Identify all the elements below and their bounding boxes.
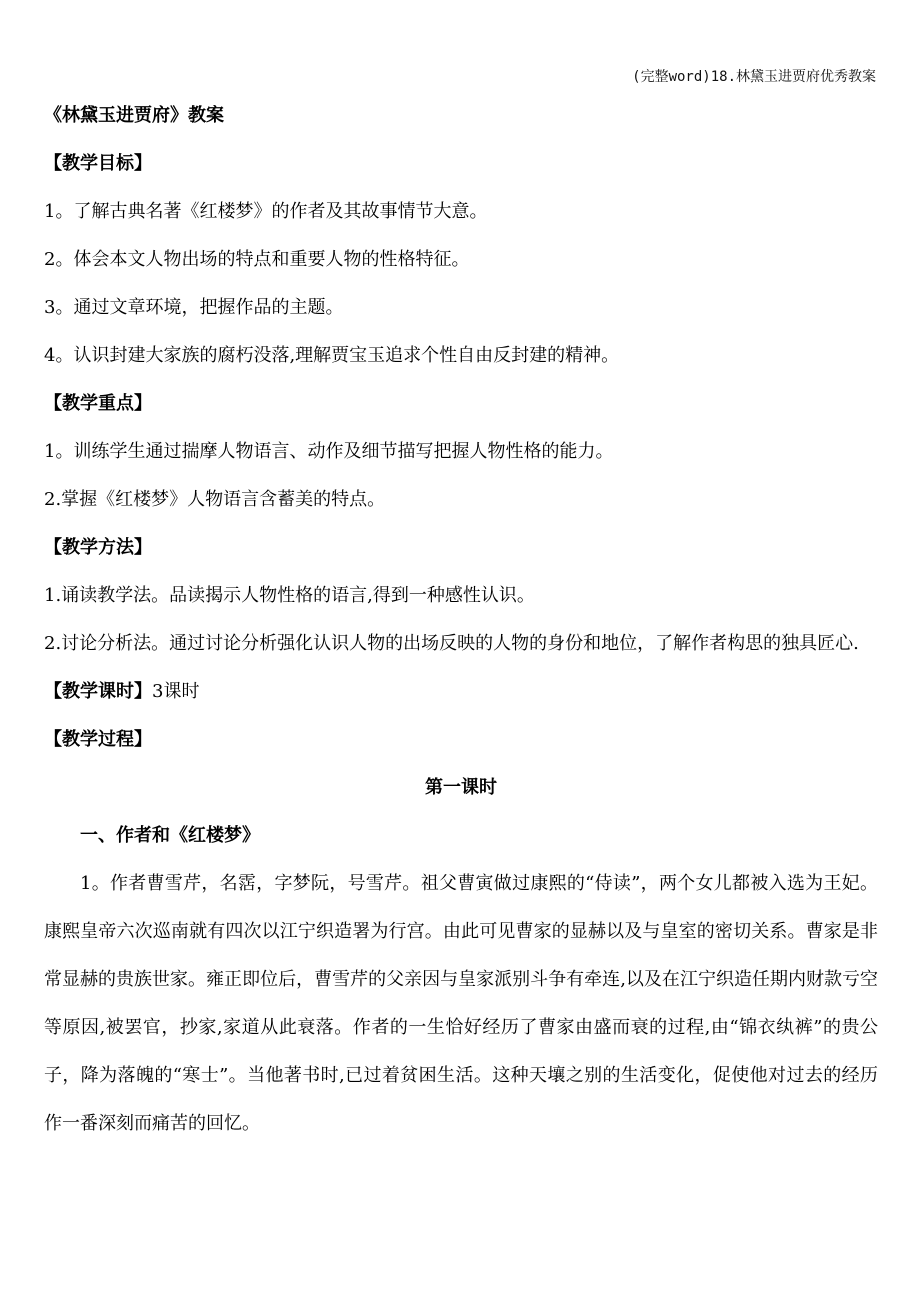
objective-item: 4。认识封建大家族的腐朽没落,理解贾宝玉追求个性自由反封建的精神。	[44, 345, 620, 366]
objective-item: 3。通过文章环境，把握作品的主题。	[44, 297, 344, 318]
hours-value: 3课时	[152, 681, 200, 702]
document-body	[44, 92, 878, 1148]
key-point-item: 1。训练学生通过揣摩人物语言、动作及细节描写把握人物性格的能力。	[44, 441, 614, 462]
objective-item: 2。体会本文人物出场的特点和重要人物的性格特征。	[44, 249, 470, 270]
objectives-heading: 【教学目标】	[44, 153, 152, 174]
lesson-title: 第一课时	[425, 777, 497, 798]
key-point-item: 2.掌握《红楼梦》人物语言含蓄美的特点。	[44, 489, 386, 510]
hours-line	[44, 668, 878, 716]
section-title: 一、作者和《红楼梦》	[80, 825, 260, 846]
key-points-heading: 【教学重点】	[44, 393, 152, 414]
process-heading: 【教学过程】	[44, 729, 152, 750]
running-header: (完整word)18.林黛玉进贾府优秀教案	[632, 69, 876, 85]
hours-heading: 【教学课时】	[44, 681, 152, 702]
methods-heading: 【教学方法】	[44, 537, 152, 558]
method-item: 2.讨论分析法。通过讨论分析强化认识人物的出场反映的人物的身份和地位，了解作者构思的独具匠心.	[44, 633, 859, 654]
author-paragraph: 1。作者曹雪芹，名霑，字梦阮，号雪芹。祖父曹寅做过康熙的“侍读”，两个女儿都被入选为王妃。康熙皇帝六次巡南就有四次以江宁织造署为行宫。由此可见曹家的显赫以及与皇室的密切关系。曹家是非常显赫的贵族世家。雍正即位后，曹雪芹的父亲因与皇家派别斗争有牵连,以及在江宁织造任期内财款亏空等原因,被罢官，抄家,家道从此衰落。作者的一生恰好经历了曹家由盛而衰的过程,由“锦衣纨裤”的贵公子，降为落魄的“寒士”。当他著书时,已过着贫困生活。这种天壤之别的生活变化，促使他对过去的经历作一番深刻而痛苦的回忆。	[44, 873, 878, 1134]
document-title: 《林黛玉进贾府》教案	[44, 105, 224, 126]
objective-item: 1。了解古典名著《红楼梦》的作者及其故事情节大意。	[44, 201, 488, 222]
method-item: 1.诵读教学法。品读揭示人物性格的语言,得到一种感性认识。	[44, 585, 535, 606]
